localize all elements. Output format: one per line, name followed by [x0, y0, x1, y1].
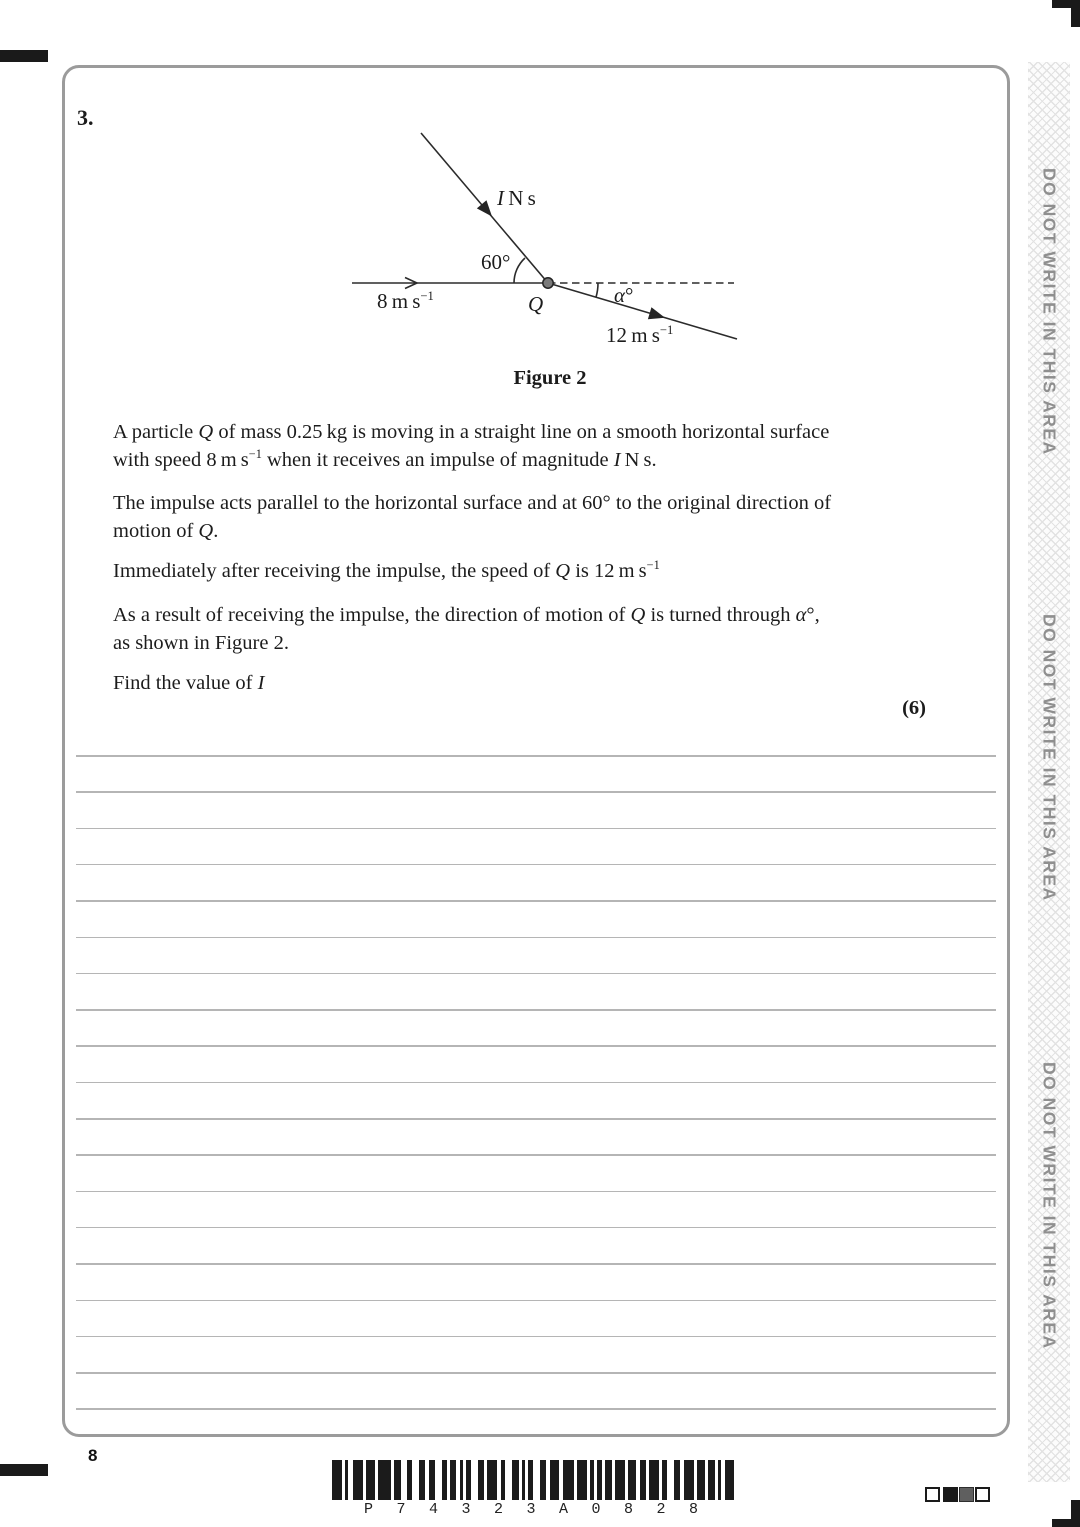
- answer-line: [76, 1191, 996, 1193]
- crop-mark-top-right: [1071, 0, 1080, 27]
- angle-60-label: 60°: [481, 250, 511, 274]
- answer-line: [76, 864, 996, 866]
- print-registration-square: [943, 1487, 958, 1502]
- answer-line: [76, 1227, 996, 1229]
- answer-line: [76, 1336, 996, 1338]
- answer-line: [76, 937, 996, 939]
- particle-q-label: Q: [528, 292, 544, 316]
- answer-line: [76, 1263, 996, 1265]
- barcode-bars: [332, 1460, 735, 1500]
- answer-line: [76, 1045, 996, 1047]
- do-not-write-label: DO NOT WRITE IN THIS AREA: [1039, 1062, 1060, 1350]
- answer-line: [76, 973, 996, 975]
- final-velocity-arrowhead: [648, 307, 667, 324]
- do-not-write-strip: [1028, 62, 1070, 1482]
- crop-mark-bottom-right: [1052, 1519, 1080, 1527]
- question-paragraph: The impulse acts parallel to the horizontal surface and at 60° to the original direction of motion of Q.: [113, 492, 832, 542]
- final-speed-label: 12 m $s^{-1}$: [606, 323, 674, 347]
- angle-60-arc: [514, 258, 525, 283]
- particle-q-dot: [543, 278, 553, 288]
- answer-line: [76, 900, 996, 902]
- answer-line: [76, 1408, 996, 1410]
- question-paragraph: Immediately after receiving the impulse, the speed of Q is 12 m $s^{-1}$: [113, 558, 660, 582]
- answer-line: [76, 1082, 996, 1084]
- crop-mark-top-left: [0, 50, 48, 62]
- figure-caption: Figure 2: [513, 367, 587, 389]
- do-not-write-label: DO NOT WRITE IN THIS AREA: [1039, 614, 1060, 902]
- impulse-label: I N s: [497, 186, 536, 210]
- figure-2-diagram: [340, 100, 760, 400]
- do-not-write-label: DO NOT WRITE IN THIS AREA: [1039, 168, 1060, 456]
- barcode-text: P 7 4 3 2 3 A 0 8 2 8: [364, 1501, 699, 1518]
- answer-line: [76, 1009, 996, 1011]
- answer-line: [76, 791, 996, 793]
- initial-speed-label: 8 m $s^{-1}$: [377, 289, 434, 313]
- answer-line: [76, 1118, 996, 1120]
- question-paragraph: A particle Q of mass 0.25 kg is moving in a straight line on a smooth horizontal surface with speed 8 m $s^{-1}$ when it receives an impulse of magnitude I N s.: [113, 421, 830, 471]
- marks-badge: (6): [902, 697, 926, 719]
- answer-line: [76, 1300, 996, 1302]
- answer-line: [76, 755, 996, 757]
- answer-line: [76, 1372, 996, 1374]
- answer-line: [76, 828, 996, 830]
- print-registration-square: [959, 1487, 974, 1502]
- crop-mark-bottom-left: [0, 1464, 48, 1476]
- question-number: 3.: [77, 105, 94, 130]
- print-registration-square: [975, 1487, 990, 1502]
- question-paragraph: As a result of receiving the impulse, the direction of motion of Q is turned through α°, as shown in Figure 2.: [113, 604, 820, 654]
- question-paragraph: Find the value of I: [113, 672, 265, 694]
- angle-alpha-label: α°: [614, 283, 634, 307]
- print-registration-square: [925, 1487, 940, 1502]
- barcode: [332, 1460, 735, 1520]
- page-number: 8: [88, 1446, 98, 1465]
- angle-alpha-arc: [596, 283, 598, 297]
- answer-area[interactable]: [76, 755, 996, 1415]
- answer-line: [76, 1154, 996, 1156]
